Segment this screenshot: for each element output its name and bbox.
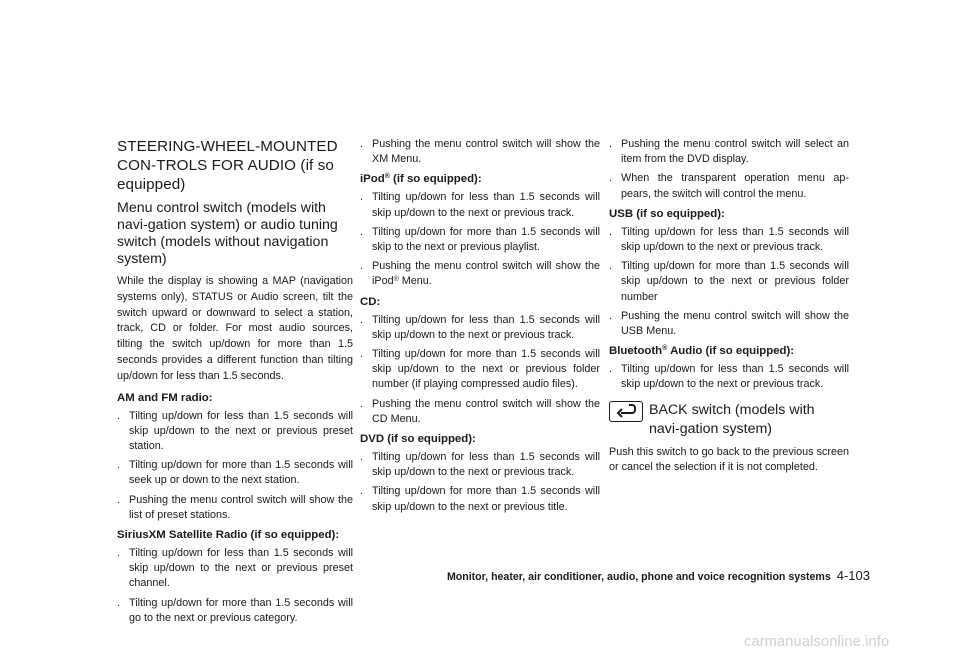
list-item: . Pushing the menu control switch will show the list of preset stations. bbox=[117, 493, 353, 521]
bullet: . bbox=[360, 313, 363, 326]
bullet: . bbox=[609, 309, 612, 322]
list-item: . Tilting up/down for more than 1.5 seconds will skip up/down to the next or previous title. bbox=[360, 485, 600, 513]
back-switch-text: Push this switch to go back to the previous screen or cancel the selection if it is not completed. bbox=[609, 445, 849, 474]
list-item: . Tilting up/down for less than 1.5 seconds will skip up/down to the next or previous track. bbox=[360, 191, 600, 219]
bullet: . bbox=[360, 225, 363, 238]
bullet: . bbox=[117, 596, 120, 609]
list-item: . Tilting up/down for more than 1.5 seconds will go to the next or previous category. bbox=[117, 596, 353, 624]
list-item: . When the transparent operation menu ap-pears, the switch will control the menu. bbox=[609, 172, 849, 200]
column-1 bbox=[117, 137, 353, 630]
bullet: . bbox=[609, 172, 612, 185]
watermark: carmanualsonline.info bbox=[744, 634, 890, 650]
list-item: . Pushing the menu control switch will show the iPod® Menu. bbox=[360, 260, 600, 288]
list-item: . Tilting up/down for less than 1.5 seconds will skip up/down to the next or previous track. bbox=[360, 451, 600, 479]
cd-heading: CD: bbox=[360, 295, 381, 308]
back-arrow-icon bbox=[609, 401, 643, 422]
bullet: . bbox=[117, 459, 120, 472]
list-item: . Tilting up/down for less than 1.5 seconds will skip up/down to the next or previous track. bbox=[360, 313, 600, 341]
usb-heading: USB (if so equipped): bbox=[609, 207, 725, 220]
bullet: . bbox=[360, 260, 363, 273]
bluetooth-list bbox=[609, 362, 849, 392]
section-title: STEERING-WHEEL-MOUNTED CON-TROLS FOR AUDIO (if so equipped) bbox=[117, 138, 338, 193]
back-switch-title: BACK switch (models with navi-gation system) bbox=[649, 401, 815, 437]
bullet: . bbox=[360, 191, 363, 204]
bullet: . bbox=[360, 485, 363, 498]
bullet: . bbox=[609, 363, 612, 376]
bullet: . bbox=[360, 348, 363, 361]
am-fm-list bbox=[117, 409, 353, 523]
menu-switch-title: Menu control switch (models with navi-gation system) or audio tuning switch (models without navigation system) bbox=[117, 200, 338, 267]
list-item: . Tilting up/down for more than 1.5 seconds will skip to the next or previous playlist. bbox=[360, 225, 600, 254]
list-item: . Pushing the menu control switch will show the CD Menu. bbox=[360, 397, 600, 425]
list-item: . Tilting up/down for less than 1.5 seconds will skip up/down to the next or previous track. bbox=[609, 363, 849, 391]
bullet: . bbox=[360, 138, 363, 150]
list-item: . Tilting up/down for more than 1.5 seconds will skip up/down to the next or previous folder number (if playing compressed audio files). bbox=[360, 348, 600, 391]
siriusxm-list bbox=[117, 546, 353, 626]
bullet: . bbox=[117, 409, 120, 422]
column-3 bbox=[609, 137, 849, 481]
bullet: . bbox=[609, 225, 612, 238]
ipod-list bbox=[360, 190, 600, 289]
list-item: . Pushing the menu control switch will select an item from the DVD display. bbox=[609, 138, 849, 166]
dvd-list bbox=[360, 450, 600, 515]
chapter-title: Monitor, heater, air conditioner, audio, phone and voice recognition systems bbox=[446, 571, 831, 583]
page-number: 4-103 bbox=[836, 568, 870, 583]
list-item: . Tilting up/down for more than 1.5 seconds will seek up or down to the next station. bbox=[117, 459, 353, 487]
back-switch-title-row bbox=[609, 401, 849, 439]
list-item: . Tilting up/down for less than 1.5 seconds will skip up/down to the next or previous track. bbox=[609, 225, 849, 254]
bullet: . bbox=[609, 260, 612, 273]
bullet: . bbox=[609, 138, 612, 150]
dvd-heading: DVD (if so equipped): bbox=[360, 433, 476, 446]
bullet: . bbox=[117, 547, 120, 559]
bullet: . bbox=[360, 451, 363, 464]
am-fm-heading: AM and FM radio: bbox=[117, 391, 213, 404]
bluetooth-heading: Bluetooth® Audio (if so equipped): bbox=[609, 345, 795, 358]
column-2 bbox=[360, 137, 600, 519]
bullet: . bbox=[117, 493, 120, 506]
cd-list bbox=[360, 313, 600, 427]
page-footer bbox=[380, 568, 870, 583]
intro-paragraph: While the display is showing a MAP (navigation systems only), STATUS or Audio screen, tilt the switch upward or downward to select a station, track, CD or folder. For most audio sources, tilting the switch up/down for more than 1.5 seconds provides a different function than tilting up/down for less than 1.5 seconds. bbox=[117, 275, 353, 382]
siriusxm-list-cont bbox=[360, 137, 600, 167]
list-item: . Pushing the menu control switch will show the XM Menu. bbox=[360, 138, 600, 166]
dvd-list-cont bbox=[609, 137, 849, 202]
siriusxm-heading: SiriusXM Satellite Radio (if so equipped): bbox=[117, 529, 340, 541]
list-item: . Pushing the menu control switch will show the USB Menu. bbox=[609, 309, 849, 338]
list-item: . Tilting up/down for less than 1.5 seconds will skip up/down to the next or previous preset station. bbox=[117, 409, 353, 452]
list-item: . Tilting up/down for more than 1.5 seconds will skip up/down to the next or previous folder number bbox=[609, 260, 849, 303]
list-item: . Tilting up/down for less than 1.5 seconds will skip up/down to the next or previous preset channel. bbox=[117, 547, 353, 590]
bullet: . bbox=[360, 397, 363, 410]
usb-list bbox=[609, 225, 849, 339]
ipod-heading: iPod® (if so equipped): bbox=[360, 173, 482, 186]
